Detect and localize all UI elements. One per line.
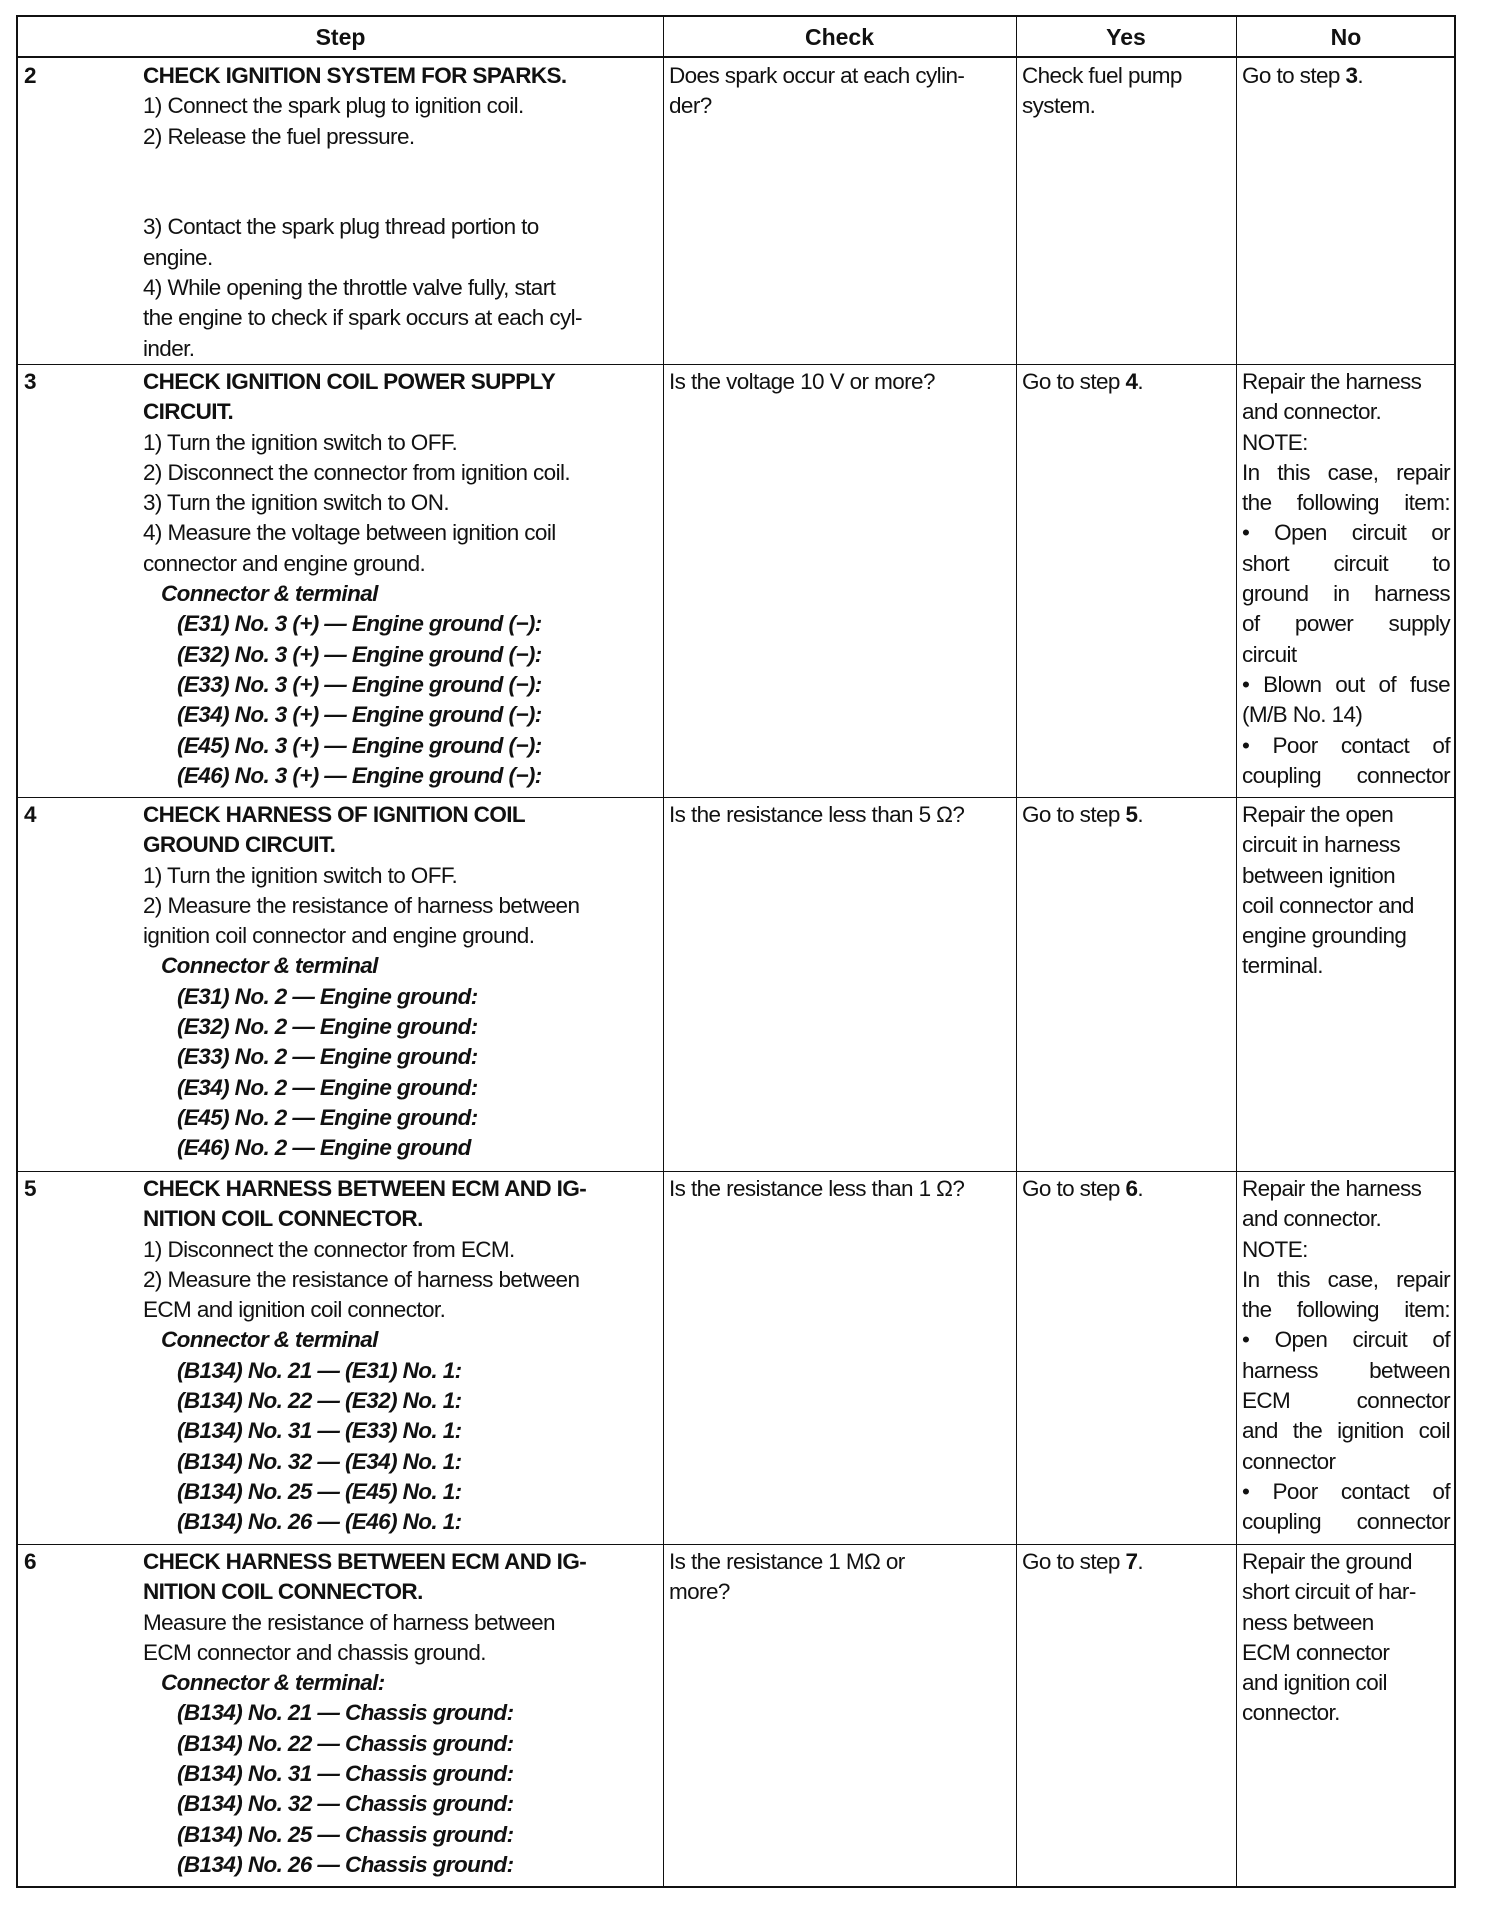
line-text: (B134) No. 21 — (E31) No. 1:	[177, 1357, 462, 1383]
line-text: (E46) No. 3 (+) — Engine ground (−):	[177, 762, 542, 788]
step-cell	[143, 1547, 658, 1880]
line-text: and the ignition coil	[1242, 1418, 1450, 1444]
line-text: (E33) No. 2 — Engine ground:	[177, 1044, 478, 1070]
cell-line	[143, 1698, 658, 1728]
line-text: more?	[669, 1579, 730, 1605]
cell-line	[143, 1507, 658, 1537]
check-cell	[669, 800, 1009, 830]
line-text: Does spark occur at each cylin-	[669, 63, 965, 88]
cell-line	[143, 1174, 658, 1204]
no-cell	[1242, 367, 1450, 791]
line-text: (B134) No. 31 — (E33) No. 1:	[177, 1418, 462, 1444]
cell-line	[143, 212, 658, 242]
cell-line	[143, 1447, 658, 1477]
cell-line	[1022, 367, 1230, 397]
line-text: Repair the harness	[1242, 369, 1422, 394]
cell-line	[1242, 1174, 1450, 1204]
step-number: 6	[24, 1549, 36, 1574]
line-text: • Poor contact of	[1242, 1478, 1450, 1504]
cell-line	[143, 518, 658, 548]
line-text: Connector & terminal	[161, 1327, 378, 1353]
line-text: Go to step	[1242, 63, 1346, 88]
cell-line	[1242, 609, 1450, 639]
line-text: .	[1137, 802, 1144, 827]
line-text: circuit	[1242, 641, 1297, 667]
cell-line	[143, 1265, 658, 1295]
cell-line	[1242, 549, 1450, 579]
cell-line	[143, 303, 658, 333]
line-text: (B134) No. 25 — Chassis ground:	[177, 1821, 514, 1847]
row-divider	[18, 364, 1454, 365]
no-cell	[1242, 1174, 1450, 1538]
line-text: Go to step	[1022, 1549, 1126, 1574]
cell-line	[143, 1295, 658, 1325]
line-text: Is the resistance less than 1 Ω?	[669, 1176, 965, 1201]
no-cell	[1242, 1547, 1450, 1729]
divider	[663, 17, 664, 1886]
line-text: ground in harness	[1242, 581, 1450, 607]
line-text: ness between	[1242, 1609, 1374, 1635]
cell-line	[1242, 1668, 1450, 1698]
cell-line	[143, 182, 658, 212]
line-text: CHECK IGNITION SYSTEM FOR SPARKS.	[143, 63, 567, 88]
cell-line	[1242, 921, 1450, 951]
cell-line	[143, 891, 658, 921]
cell-line	[143, 428, 658, 458]
divider	[1236, 17, 1237, 1886]
cell-line	[669, 91, 1009, 121]
line-text: NOTE:	[1242, 1236, 1308, 1262]
yes-cell	[1022, 367, 1230, 397]
header-step: Step	[18, 17, 663, 58]
cell-line	[143, 1850, 658, 1880]
cell-line	[1242, 579, 1450, 609]
cell-line	[1242, 1477, 1450, 1507]
cell-line	[143, 1325, 658, 1355]
cell-line	[143, 800, 658, 830]
line-text: (E45) No. 2 — Engine ground:	[177, 1104, 478, 1130]
cell-line	[1022, 800, 1230, 830]
cell-line	[669, 1577, 1009, 1607]
cell-line	[1242, 761, 1450, 791]
header-check: Check	[663, 17, 1016, 58]
line-text: NITION COIL CONNECTOR.	[143, 1579, 423, 1605]
cell-line	[143, 243, 658, 273]
cell-line	[1242, 1325, 1450, 1355]
cell-line	[143, 731, 658, 761]
line-text: connector and engine ground.	[143, 550, 426, 576]
step-cell	[143, 61, 658, 364]
cell-line	[143, 1608, 658, 1638]
line-text: Connector & terminal	[161, 953, 378, 979]
cell-line	[143, 1356, 658, 1386]
line-text: ECM connector	[1242, 1388, 1450, 1414]
cell-line	[143, 1577, 658, 1607]
step-number: 3	[24, 369, 36, 394]
cell-line	[1242, 700, 1450, 730]
line-text: • Open circuit of	[1242, 1327, 1450, 1353]
cell-line	[1242, 1295, 1450, 1325]
line-text: 4) Measure the voltage between ignition coil	[143, 520, 556, 546]
cell-line	[1242, 1507, 1450, 1537]
line-text: CHECK IGNITION COIL POWER SUPPLY	[143, 369, 556, 394]
row-divider	[18, 1544, 1454, 1545]
line-text: .	[1357, 63, 1364, 88]
step-cell	[143, 1174, 658, 1538]
cell-line	[1242, 1577, 1450, 1607]
line-text: In this case, repair	[1242, 459, 1450, 485]
cell-line	[143, 1668, 658, 1698]
line-text: (E32) No. 3 (+) — Engine ground (−):	[177, 641, 542, 667]
line-text: Is the voltage 10 V or more?	[669, 369, 935, 394]
cell-line	[1242, 731, 1450, 761]
line-text: NITION COIL CONNECTOR.	[143, 1206, 423, 1232]
cell-line	[143, 1235, 658, 1265]
line-text: 3) Turn the ignition switch to ON.	[143, 490, 449, 516]
step-link: 6	[1125, 1176, 1138, 1201]
line-text: (B134) No. 22 — Chassis ground:	[177, 1730, 514, 1756]
cell-line	[1242, 1638, 1450, 1668]
cell-line	[143, 1477, 658, 1507]
step-number: 4	[24, 802, 36, 827]
cell-line	[1242, 1416, 1450, 1446]
cell-line	[143, 761, 658, 791]
step-number: 2	[24, 63, 36, 88]
line-text: 3) Contact the spark plug thread portion to	[143, 214, 539, 240]
line-text: .	[1137, 369, 1144, 394]
cell-line	[1242, 861, 1450, 891]
line-text: engine.	[143, 244, 213, 270]
step-number: 5	[24, 1176, 36, 1201]
cell-line	[1242, 397, 1450, 427]
cell-line	[1242, 951, 1450, 981]
cell-line	[143, 1820, 658, 1850]
line-text: (B134) No. 26 — (E46) No. 1:	[177, 1509, 462, 1535]
line-text: and connector.	[1242, 1206, 1382, 1232]
yes-cell	[1022, 1547, 1230, 1577]
line-text: 2) Measure the resistance of harness between	[143, 892, 580, 918]
line-text: (E31) No. 2 — Engine ground:	[177, 983, 478, 1009]
line-text: terminal.	[1242, 953, 1323, 979]
cell-line	[1242, 428, 1450, 458]
cell-line	[143, 1073, 658, 1103]
line-text: Is the resistance less than 5 Ω?	[669, 802, 965, 827]
no-cell	[1242, 800, 1450, 982]
cell-line	[1242, 1447, 1450, 1477]
cell-line	[143, 1759, 658, 1789]
line-text: 2) Measure the resistance of harness between	[143, 1266, 580, 1292]
cell-line	[669, 61, 1009, 91]
cell-line	[143, 1386, 658, 1416]
line-text: engine grounding	[1242, 923, 1407, 949]
cell-line	[143, 670, 658, 700]
row-divider	[18, 1171, 1454, 1172]
line-text: Measure the resistance of harness between	[143, 1609, 555, 1635]
line-text: 2) Release the fuel pressure.	[143, 123, 415, 149]
cell-line	[1242, 1204, 1450, 1234]
cell-line	[1242, 1608, 1450, 1638]
line-text: short circuit to	[1242, 550, 1450, 576]
cell-line	[1242, 367, 1450, 397]
cell-line	[143, 1638, 658, 1668]
line-text: the following item:	[1242, 1297, 1450, 1323]
line-text: Repair the ground	[1242, 1549, 1412, 1574]
line-text: 1) Turn the ignition switch to OFF.	[143, 862, 458, 888]
line-text: .	[1137, 1549, 1144, 1574]
line-text: 2) Disconnect the connector from ignition coil.	[143, 459, 571, 485]
row-divider	[18, 797, 1454, 798]
cell-line	[1242, 518, 1450, 548]
check-cell	[669, 1547, 1009, 1608]
line-text: (E34) No. 3 (+) — Engine ground (−):	[177, 702, 542, 728]
line-text: connector	[1242, 1448, 1336, 1474]
line-text: system.	[1022, 93, 1096, 119]
line-text: (B134) No. 31 — Chassis ground:	[177, 1761, 514, 1787]
line-text: 1) Disconnect the connector from ECM.	[143, 1236, 515, 1262]
line-text: (M/B No. 14)	[1242, 702, 1363, 728]
line-text: 4) While opening the throttle valve fully, start	[143, 275, 556, 301]
diagnostic-table	[16, 15, 1456, 1888]
cell-line	[143, 861, 658, 891]
cell-line	[143, 1729, 658, 1759]
line-text: coupling connector	[1242, 1509, 1450, 1535]
cell-line	[143, 91, 658, 121]
cell-line	[143, 397, 658, 427]
line-text: circuit in harness	[1242, 832, 1401, 858]
line-text: (E45) No. 3 (+) — Engine ground (−):	[177, 732, 542, 758]
line-text: the following item:	[1242, 490, 1450, 516]
cell-line	[1022, 1547, 1230, 1577]
cell-line	[1242, 800, 1450, 830]
line-text: (E46) No. 2 — Engine ground	[177, 1135, 471, 1161]
cell-line	[1242, 1547, 1450, 1577]
line-text: CHECK HARNESS BETWEEN ECM AND IG-	[143, 1549, 587, 1574]
cell-line	[1242, 640, 1450, 670]
line-text: (B134) No. 21 — Chassis ground:	[177, 1700, 514, 1726]
cell-line	[1242, 1235, 1450, 1265]
line-text: (B134) No. 32 — (E34) No. 1:	[177, 1448, 462, 1474]
line-text: 1) Turn the ignition switch to OFF.	[143, 429, 458, 455]
line-text: NOTE:	[1242, 429, 1308, 455]
line-text: Check fuel pump	[1022, 63, 1182, 88]
line-text: (B134) No. 25 — (E45) No. 1:	[177, 1478, 462, 1504]
cell-line	[143, 61, 658, 91]
check-cell	[669, 1174, 1009, 1204]
step-link: 4	[1125, 369, 1138, 394]
cell-line	[143, 152, 658, 182]
line-text: the engine to check if spark occurs at each cyl-	[143, 305, 582, 331]
line-text: Repair the harness	[1242, 1176, 1422, 1201]
cell-line	[143, 951, 658, 981]
line-text: Connector & terminal:	[161, 1670, 385, 1696]
divider	[1016, 17, 1017, 1886]
line-text: der?	[669, 93, 712, 119]
line-text: .	[1137, 1176, 1144, 1201]
line-text: Go to step	[1022, 1176, 1126, 1201]
line-text: (B134) No. 32 — Chassis ground:	[177, 1791, 514, 1817]
line-text: In this case, repair	[1242, 1266, 1450, 1292]
cell-line	[143, 122, 658, 152]
step-link: 3	[1345, 63, 1358, 88]
no-cell	[1242, 61, 1450, 91]
line-text: and ignition coil	[1242, 1670, 1387, 1696]
line-text: coil connector and	[1242, 892, 1414, 918]
yes-cell	[1022, 800, 1230, 830]
cell-line	[1242, 458, 1450, 488]
cell-line	[143, 1103, 658, 1133]
cell-line	[669, 800, 1009, 830]
line-text: GROUND CIRCUIT.	[143, 832, 336, 858]
cell-line	[143, 640, 658, 670]
line-text: ECM and ignition coil connector.	[143, 1297, 446, 1323]
cell-line	[1242, 670, 1450, 700]
step-link: 5	[1125, 802, 1138, 827]
line-text: • Open circuit or	[1242, 520, 1450, 546]
cell-line	[1242, 488, 1450, 518]
yes-cell	[1022, 1174, 1230, 1204]
line-text: CHECK HARNESS BETWEEN ECM AND IG-	[143, 1176, 587, 1201]
check-cell	[669, 367, 1009, 397]
cell-line	[1242, 1265, 1450, 1295]
line-text: (E32) No. 2 — Engine ground:	[177, 1014, 478, 1040]
line-text: (E31) No. 3 (+) — Engine ground (−):	[177, 611, 542, 637]
cell-line	[1242, 830, 1450, 860]
line-text: connector.	[1242, 1700, 1340, 1726]
line-text: CHECK HARNESS OF IGNITION COIL	[143, 802, 526, 827]
cell-line	[143, 1547, 658, 1577]
cell-line	[143, 1133, 658, 1163]
line-text: Is the resistance 1 MΩ or	[669, 1549, 905, 1574]
line-text: and connector.	[1242, 399, 1382, 425]
line-text: coupling connector	[1242, 762, 1450, 788]
cell-line	[143, 982, 658, 1012]
line-text: (B134) No. 26 — Chassis ground:	[177, 1851, 514, 1877]
cell-line	[143, 458, 658, 488]
cell-line	[143, 1789, 658, 1819]
line-text: of power supply	[1242, 611, 1450, 637]
cell-line	[1242, 61, 1450, 91]
cell-line	[1242, 1698, 1450, 1728]
cell-line	[1022, 61, 1230, 91]
cell-line	[1242, 1356, 1450, 1386]
check-cell	[669, 61, 1009, 122]
cell-line	[143, 921, 658, 951]
cell-line	[143, 579, 658, 609]
line-text: Repair the open	[1242, 802, 1394, 827]
cell-line	[669, 1547, 1009, 1577]
line-text: Go to step	[1022, 802, 1126, 827]
line-text: Go to step	[1022, 369, 1126, 394]
cell-line	[143, 1416, 658, 1446]
line-text: (B134) No. 22 — (E32) No. 1:	[177, 1388, 462, 1414]
line-text: inder.	[143, 335, 195, 361]
cell-line	[669, 367, 1009, 397]
step-link: 7	[1125, 1549, 1138, 1574]
header-no: No	[1236, 17, 1456, 58]
line-text: (E34) No. 2 — Engine ground:	[177, 1074, 478, 1100]
cell-line	[1022, 1174, 1230, 1204]
step-cell	[143, 367, 658, 791]
line-text: harness between	[1242, 1357, 1450, 1383]
cell-line	[143, 549, 658, 579]
cell-line	[1022, 91, 1230, 121]
line-text: between ignition	[1242, 862, 1396, 888]
cell-line	[143, 1042, 658, 1072]
line-text: Connector & terminal	[161, 581, 378, 607]
cell-line	[143, 1012, 658, 1042]
step-cell	[143, 800, 658, 1164]
cell-line	[669, 1174, 1009, 1204]
cell-line	[1242, 1386, 1450, 1416]
cell-line	[143, 488, 658, 518]
line-text: ECM connector	[1242, 1639, 1390, 1665]
line-text: ECM connector and chassis ground.	[143, 1639, 486, 1665]
yes-cell	[1022, 61, 1230, 122]
line-text: short circuit of har-	[1242, 1579, 1416, 1605]
line-text: • Poor contact of	[1242, 732, 1450, 758]
header-yes: Yes	[1016, 17, 1236, 58]
line-text: ignition coil connector and engine ground.	[143, 923, 535, 949]
cell-line	[143, 367, 658, 397]
cell-line	[143, 700, 658, 730]
line-text: CIRCUIT.	[143, 399, 234, 425]
line-text: (E33) No. 3 (+) — Engine ground (−):	[177, 671, 542, 697]
cell-line	[143, 334, 658, 364]
cell-line	[143, 609, 658, 639]
cell-line	[143, 1204, 658, 1234]
cell-line	[143, 273, 658, 303]
line-text: 1) Connect the spark plug to ignition coil.	[143, 93, 524, 119]
cell-line	[143, 830, 658, 860]
line-text: • Blown out of fuse	[1242, 671, 1450, 697]
cell-line	[1242, 891, 1450, 921]
